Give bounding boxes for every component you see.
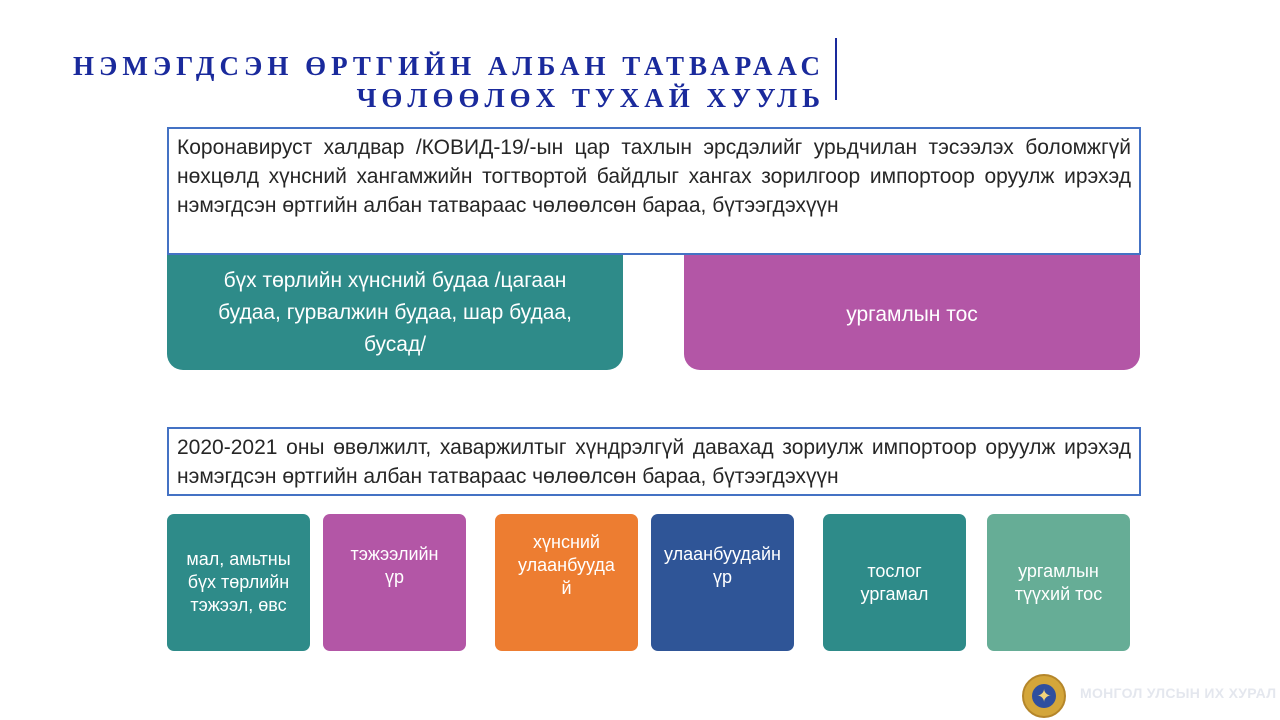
tile-oilseed-line1: тослог — [867, 560, 922, 581]
category-rice: бүх төрлийн хүнсний будаа /цагаан будаа, гурвалжин будаа, шар будаа, бусад/ — [167, 250, 623, 370]
category-vegetable-oil: ургамлын тос — [684, 250, 1140, 370]
page-title-line1: НЭМЭГДСЭН ӨРТГИЙН АЛБАН ТАТВАРААС — [73, 51, 825, 81]
tile-crude-oil-line1: ургамлын — [1018, 560, 1099, 581]
title-divider — [835, 38, 837, 100]
tile-feed-seed — [323, 514, 466, 651]
tile-food-wheat-line3: й — [561, 578, 572, 598]
state-emblem-icon: ✦ — [1022, 674, 1066, 718]
tile-animal-feed-line2: бүх төрлийн — [187, 572, 290, 592]
tile-wheat-seed — [651, 514, 794, 651]
page-title-line2: ЧӨЛӨӨЛӨХ ТУХАЙ ХУУЛЬ — [356, 83, 825, 113]
tile-oilseed — [823, 514, 966, 651]
tile-oilseed-line2: ургамал — [860, 583, 929, 604]
page-title — [73, 50, 825, 114]
footer-org-name: МОНГОЛ УЛСЫН ИХ ХУРАЛ — [1080, 685, 1277, 701]
tile-food-wheat — [495, 514, 638, 651]
section2-description: 2020-2021 оны өвөлжилт, хаваржилтыг хүндрэлгүй давахад зориулж импортоор оруулж ирэхэд нэмэгдсэн өртгийн албан татвараас чөлөөлсөн бараа, бүтээгдэхүүн — [167, 427, 1141, 496]
tile-animal-feed-line1: мал, амьтны — [186, 549, 291, 569]
tile-food-wheat-line1: хүнсний — [533, 532, 600, 552]
tile-crude-oil-line2: түүхий тос — [1014, 583, 1103, 604]
tile-wheat-seed-line2: үр — [712, 567, 732, 587]
tile-food-wheat-line2: улаанбуудa — [518, 555, 615, 575]
tile-feed-seed-line2: үр — [384, 567, 404, 587]
tile-feed-seed-line1: тэжээлийн — [350, 544, 439, 564]
section1-description: Коронавируст халдвар /КОВИД-19/-ын цар тахлын эрсдэлийг урьдчилан тэсээлэх боломжгүй нөхцөлд хүнсний хангамжийн тогтвортой байдлыг хангах зорилгоор импортоор оруулж ирэхэд нэмэгдсэн өртгийн албан татвараас чөлөөлсөн бараа, бүтээгдэхүүн — [167, 127, 1141, 255]
tile-crude-oil — [987, 514, 1130, 651]
tile-animal-feed — [167, 514, 310, 651]
tile-animal-feed-line3: тэжээл, өвс — [190, 595, 287, 615]
tile-wheat-seed-line1: улаанбуудайн — [664, 544, 781, 564]
